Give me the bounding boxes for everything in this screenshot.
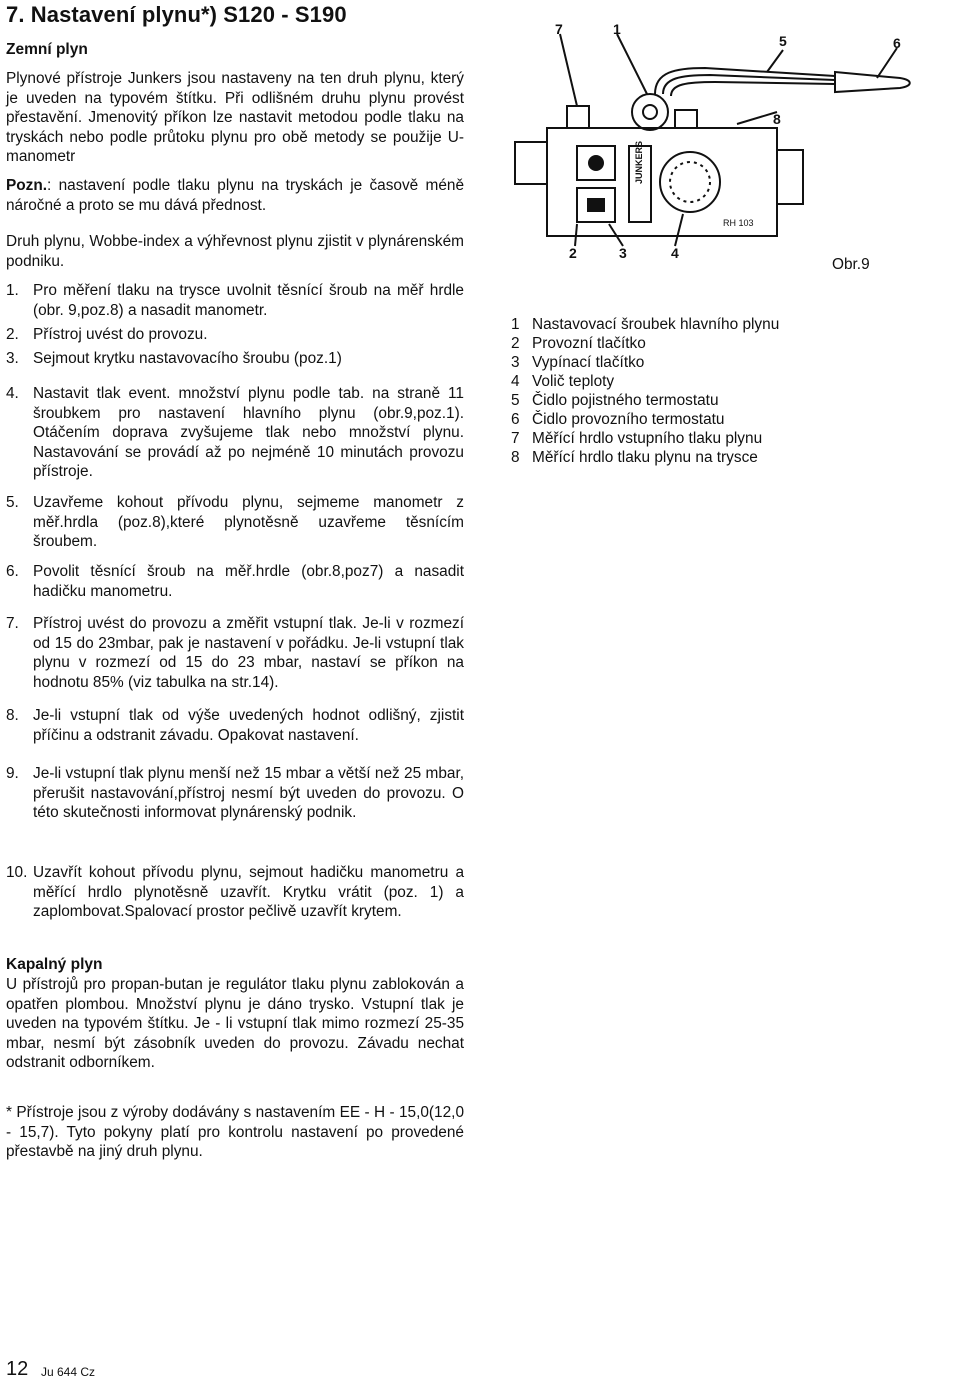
step-5: [6, 493, 464, 552]
legend-item-3: [511, 353, 841, 372]
legend-text: Vypínací tlačítko: [532, 354, 645, 371]
gas-valve-figure: [505, 20, 925, 270]
lpg-block: [6, 975, 464, 1073]
wobbe-block: [6, 232, 464, 271]
step-6: [6, 562, 464, 601]
lpg-section: [6, 955, 464, 975]
legend-text: Čidlo provozního termostatu: [532, 411, 725, 428]
page-title: 7. Nastavení plynu*) S120 - S190: [6, 2, 347, 27]
step-text: Uzavřeme kohout přívodu plynu, sejmeme manometr z měř.hrdla (poz.8),které plynotěsně uzavřeme těsnícím šroubem.: [33, 494, 464, 550]
legend-number: 5: [511, 392, 520, 409]
note-label: Pozn.: [6, 177, 48, 194]
step-number: 1.: [6, 282, 19, 299]
legend-item-4: [511, 372, 841, 391]
step-text: Je-li vstupní tlak plynu menší než 15 mbar a větší než 25 mbar, přerušit nastavování,přístroj nesmí být uveden do provozu. O této skutečnosti informovat plynárenský podnik.: [33, 765, 464, 821]
lpg-paragraph: U přístrojů pro propan-butan je regulátor tlaku plynu zablokován a opatřen plombou. Množství plynu je dáno trysko. Vstupní tlak je uveden na typovém štítku. Je - li vstupní tlak mimo rozmezí 25-35 mbar, nesmí být zásobník uveden do provozu. Závadu nechat odstranit odborníkem.: [6, 976, 464, 1071]
operating-thermostat-sensor: [835, 72, 910, 92]
natural-gas-section: [6, 40, 464, 60]
callout-3: 3: [619, 245, 627, 261]
lpg-heading: Kapalný plyn: [6, 956, 103, 973]
legend-item-2: [511, 334, 841, 353]
operating-button: [588, 155, 604, 171]
legend-text: Měřící hrdlo tlaku plynu na trysce: [532, 449, 758, 466]
callout-5: 5: [779, 33, 787, 49]
legend-item-8: [511, 448, 841, 467]
legend-text: Čidlo pojistného termostatu: [532, 392, 719, 409]
callout-2: 2: [569, 245, 577, 261]
step-7: [6, 614, 464, 692]
legend-text: Měřící hrdlo vstupního tlaku plynu: [532, 430, 763, 447]
callout-8: 8: [773, 111, 781, 127]
figure-legend: [511, 315, 841, 467]
legend-item-1: [511, 315, 841, 334]
step-9: [6, 764, 464, 823]
step-number: 9.: [6, 765, 19, 782]
step-4: [6, 384, 464, 482]
legend-number: 4: [511, 373, 520, 390]
main-gas-adjust-screw: [632, 94, 668, 130]
note-text: : nastavení podle tlaku plynu na tryskách je časově méně náročné a proto se mu dává přednost.: [6, 177, 464, 214]
wobbe-paragraph: Druh plynu, Wobbe-index a výhřevnost plynu zjistit v plynárenském podniku.: [6, 233, 464, 270]
step-2: [6, 325, 464, 345]
legend-number: 8: [511, 449, 520, 466]
step-number: 2.: [6, 326, 19, 343]
step-text: Přístroj uvést do provozu.: [33, 326, 208, 343]
shutdown-button: [587, 198, 605, 212]
document-code: Ju 644 Cz: [41, 1365, 96, 1379]
intro-paragraph: Plynové přístroje Junkers jsou nastaveny na ten druh plynu, který je uveden na typovém štítku. Při odlišném druhu plynu provést přestavění. Jmenovitý příkon lze nastavit metodou podle tlaku na tryskách nebo podle průtoku plynu pro obě metody se použije U-manometr: [6, 70, 464, 165]
step-text: Přístroj uvést do provozu a změřit vstupní tlak. Je-li v rozmezí od 15 do 23mbar, pak je nastavení v pořádku. Je-li vstupní tlak plynu v rozmezí od 15 do 23 mbar, nastaví se příkon na hodnotu 85% (viz tabulka na str.14).: [33, 615, 464, 691]
legend-number: 1: [511, 316, 520, 333]
step-number: 4.: [6, 385, 19, 402]
footnote: * Přístroje jsou z výroby dodávány s nastavením EE - H - 15,0(12,0 - 15,7). Tyto pokyny platí pro kontrolu nastavení po provedené přestavbě na jiný druh plynu.: [6, 1104, 464, 1160]
step-text: Je-li vstupní tlak od výše uvedených hodnot odlišný, zjistit příčinu a odstranit závadu. Opakovat nastavení.: [33, 707, 464, 744]
step-text: Uzavřít kohout přívodu plynu, sejmout hadičku manometru a měřící hrdlo plynotěsně uzavřít. Krytku vrátit (poz. 1) a zaplombovat.Spalovací prostor pečlivě uzavřít krytem.: [33, 864, 464, 920]
intro-block: [6, 69, 464, 167]
step-number: 5.: [6, 494, 19, 511]
step-10: [6, 863, 464, 922]
legend-number: 6: [511, 411, 520, 428]
legend-text: Volič teploty: [532, 373, 615, 390]
figure-label: Obr.9: [832, 256, 870, 273]
step-number: 8.: [6, 707, 19, 724]
footnote-block: [6, 1103, 464, 1162]
legend-item-6: [511, 410, 841, 429]
note-block: [6, 176, 464, 215]
legend-number: 7: [511, 430, 520, 447]
step-text: Pro měření tlaku na trysce uvolnit těsnící šroub na měř hrdle (obr. 9,poz.8) a nasadit manometr.: [33, 282, 464, 319]
callout-1: 1: [613, 21, 621, 37]
step-1: [6, 281, 464, 320]
callout-4: 4: [671, 245, 679, 261]
legend-item-7: [511, 429, 841, 448]
step-3: [6, 349, 464, 369]
legend-number: 3: [511, 354, 520, 371]
step-text: Nastavit tlak event. množství plynu podle tab. na straně 11 šroubkem pro nastavení hlavního plynu (obr.9,poz.1). Otáčením doprava zvyšujeme tlak nebo množství plynu. Nastavování se provádí až po nejméně 10 minutách provozu přístroje.: [33, 385, 464, 480]
brand-label: JUNKERS: [634, 140, 644, 184]
step-number: 6.: [6, 563, 19, 580]
figure-code: RH 103: [723, 218, 754, 228]
step-number: 7.: [6, 615, 19, 632]
callout-6: 6: [893, 35, 901, 51]
legend-item-5: [511, 391, 841, 410]
legend-text: Nastavovací šroubek hlavního plynu: [532, 316, 780, 333]
step-8: [6, 706, 464, 745]
page-number: 12: [6, 1358, 29, 1380]
legend-text: Provozní tlačítko: [532, 335, 646, 352]
step-number: 10.: [6, 864, 28, 881]
step-text: Sejmout krytku nastavovacího šroubu (poz.1): [33, 350, 342, 367]
legend-number: 2: [511, 335, 520, 352]
step-number: 3.: [6, 350, 19, 367]
natural-gas-heading: Zemní plyn: [6, 41, 88, 58]
callout-7: 7: [555, 21, 563, 37]
step-text: Povolit těsnící šroub na měř.hrdle (obr.8,poz7) a nasadit hadičku manometru.: [33, 563, 464, 600]
inlet-pipe: [515, 142, 547, 184]
